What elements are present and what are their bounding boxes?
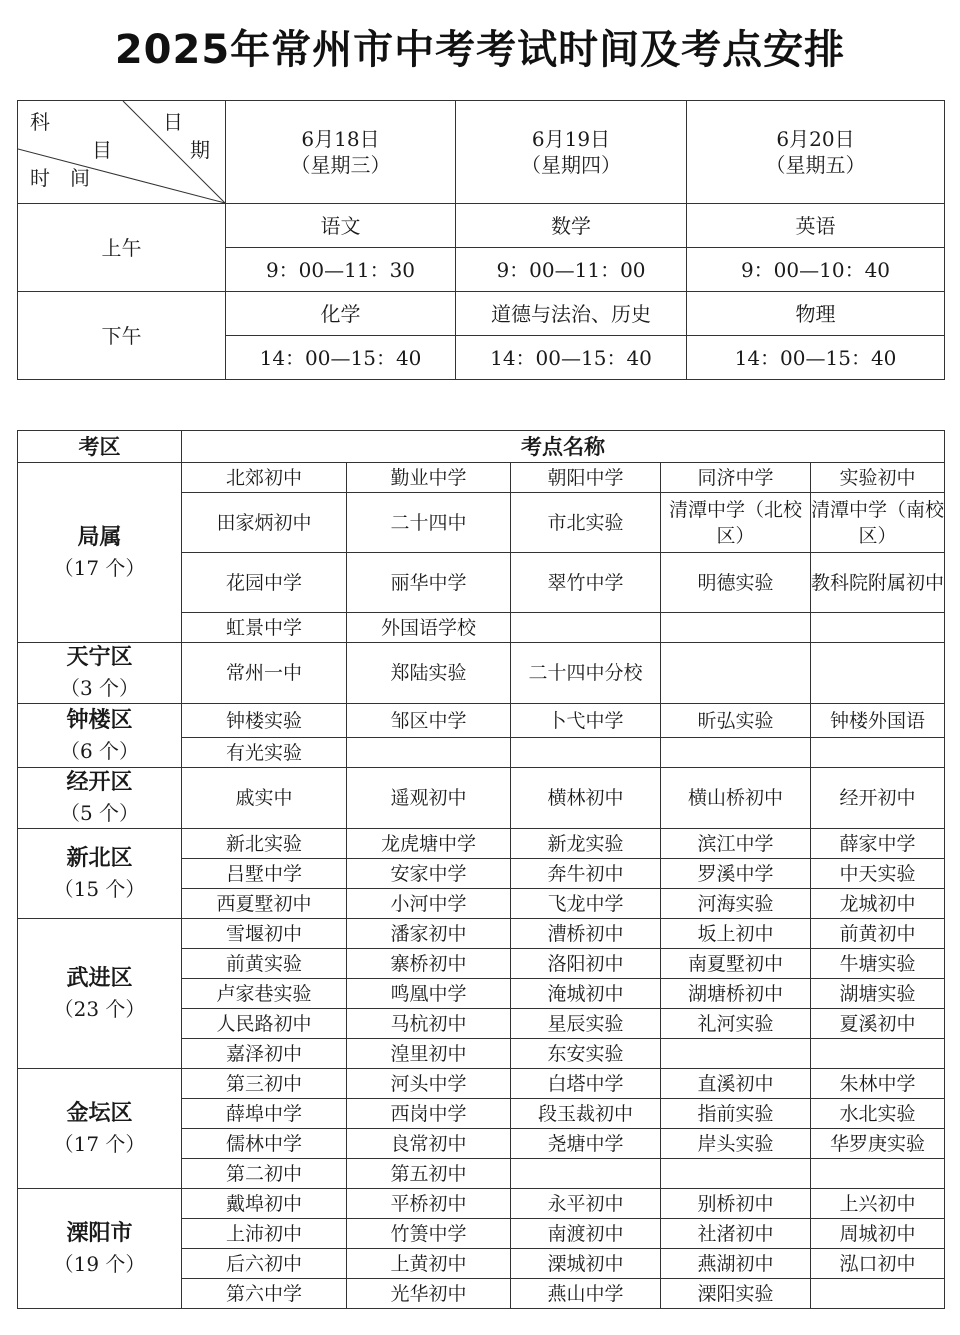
district-name: 经开区 [66,770,133,795]
site-cell: 横林初中 [511,768,661,829]
site-cell: 清潭中学（南校区） [811,493,945,553]
site-cell: 鸣凰中学 [347,979,511,1009]
site-cell: 薛埠中学 [182,1099,347,1129]
site-cell: 竹箦中学 [347,1219,511,1249]
site-cell: 星辰实验 [511,1009,661,1039]
site-cell: 雪堰初中 [182,919,347,949]
district-cell [18,704,182,768]
site-cell: 第六中学 [182,1279,347,1309]
site-cell: 周城初中 [811,1219,945,1249]
site-cell: 戴埠初中 [182,1189,347,1219]
site-cell: 平桥初中 [347,1189,511,1219]
time-cell: 14：00—15：40 [456,336,687,380]
district-cell [18,1189,182,1309]
site-cell: 郑陆实验 [347,643,511,704]
site-cell: 溧阳实验 [661,1279,811,1309]
district-count: （6 个） [59,738,140,763]
day-date: 6月18日 [301,127,380,151]
site-cell: 前黄实验 [182,949,347,979]
site-cell: 中天实验 [811,859,945,889]
site-cell: 田家炳初中 [182,493,347,553]
site-cell: 北郊初中 [182,463,347,493]
site-cell: 牛塘实验 [811,949,945,979]
corner-time: 时 间 [30,166,90,190]
site-row [18,768,945,829]
district-name: 钟楼区 [66,707,133,733]
site-row [18,463,945,493]
site-cell: 虹景中学 [182,613,347,643]
district-name: 局属 [77,524,122,550]
site-cell: 勤业中学 [347,463,511,493]
subject-cell: 道德与法治、历史 [456,292,687,336]
site-cell: 新龙实验 [511,829,661,859]
subject-cell: 语文 [226,204,456,248]
subject-cell: 数学 [456,204,687,248]
site-cell: 永平初中 [511,1189,661,1219]
district-count: （19 个） [53,1251,146,1276]
day-weekday: （星期四） [521,153,621,177]
site-cell: 段玉裁初中 [511,1099,661,1129]
site-cell: 潘家初中 [347,919,511,949]
site-cell [511,738,661,768]
day-date: 6月19日 [531,127,611,151]
site-cell: 滨江中学 [661,829,811,859]
site-cell: 河头中学 [347,1069,511,1099]
corner-subject-2: 目 [92,138,112,162]
time-cell: 14：00—15：40 [687,336,945,380]
site-cell: 明德实验 [661,553,811,613]
district-name: 金坛区 [66,1100,133,1126]
site-cell: 小河中学 [347,889,511,919]
day-weekday: （星期三） [290,153,391,177]
site-cell: 湖塘实验 [811,979,945,1009]
site-cell: 指前实验 [661,1099,811,1129]
time-cell: 14：00—15：40 [226,336,456,380]
site-cell: 薛家中学 [811,829,945,859]
site-cell: 朱林中学 [811,1069,945,1099]
site-cell: 上沛初中 [182,1219,347,1249]
morning-label: 上午 [18,204,226,292]
site-cell: 第三初中 [182,1069,347,1099]
site-cell: 河海实验 [661,889,811,919]
site-names-header: 考点名称 [182,431,945,463]
site-cell: 第二初中 [182,1159,347,1189]
site-row [18,829,945,859]
subject-cell: 化学 [226,292,456,336]
site-cell: 戚实中 [182,768,347,829]
district-name: 天宁区 [66,645,133,670]
site-cell [811,643,945,704]
site-cell: 遥观初中 [347,768,511,829]
site-row [18,919,945,949]
site-cell [811,613,945,643]
site-cell: 常州一中 [182,643,347,704]
site-cell: 昕弘实验 [661,704,811,738]
site-cell [511,1159,661,1189]
district-cell [18,768,182,829]
site-cell: 翠竹中学 [511,553,661,613]
day-header [456,101,687,204]
day-date: 6月20日 [776,127,855,151]
site-cell: 夏溪初中 [811,1009,945,1039]
site-cell [811,1279,945,1309]
subject-cell: 英语 [687,204,945,248]
district-name: 武进区 [66,965,133,991]
site-row [18,704,945,738]
district-cell [18,463,182,643]
site-cell: 马杭初中 [347,1009,511,1039]
site-cell: 吕墅中学 [182,859,347,889]
site-cell: 泓口初中 [811,1249,945,1279]
time-cell: 9：00—11：00 [456,248,687,292]
site-row [18,1189,945,1219]
time-cell: 9：00—11：30 [226,248,456,292]
site-cell: 水北实验 [811,1099,945,1129]
site-cell: 礼河实验 [661,1009,811,1039]
site-cell: 岸头实验 [661,1129,811,1159]
corner-date-1: 日 [163,110,183,134]
district-name: 新北区 [66,845,133,871]
site-cell: 溧城初中 [511,1249,661,1279]
district-count: （17 个） [53,1131,146,1156]
site-cell: 花园中学 [182,553,347,613]
site-cell: 湟里初中 [347,1039,511,1069]
site-cell: 安家中学 [347,859,511,889]
site-cell: 新北实验 [182,829,347,859]
district-count: （23 个） [53,996,146,1021]
site-cell: 卜弋中学 [511,704,661,738]
site-cell: 前黄初中 [811,919,945,949]
site-row [18,1069,945,1099]
site-cell: 飞龙中学 [511,889,661,919]
site-cell [661,643,811,704]
day-weekday: （星期五） [765,153,866,177]
site-cell: 丽华中学 [347,553,511,613]
district-cell [18,643,182,704]
district-cell [18,1069,182,1189]
corner-date-2: 期 [190,138,210,162]
district-cell [18,919,182,1069]
site-cell: 二十四中分校 [511,643,661,704]
page-title: 2025年常州市中考考试时间及考点安排 [114,27,846,73]
site-cell: 横山桥初中 [661,768,811,829]
district-name: 溧阳市 [66,1220,133,1246]
district-count: （5 个） [59,801,140,825]
district-count: （3 个） [59,676,140,700]
district-count: （15 个） [53,876,146,901]
site-cell: 钟楼实验 [182,704,347,738]
day-header [226,101,456,204]
site-cell: 燕山中学 [511,1279,661,1309]
day-header [687,101,945,204]
site-cell: 别桥初中 [661,1189,811,1219]
site-cell: 外国语学校 [347,613,511,643]
site-cell: 钟楼外国语 [811,704,945,738]
site-cell: 漕桥初中 [511,919,661,949]
site-cell [661,738,811,768]
exam-schedule-table [17,100,945,380]
site-row [18,643,945,704]
site-cell: 直溪初中 [661,1069,811,1099]
site-cell: 上兴初中 [811,1189,945,1219]
time-cell: 9：00—10：40 [687,248,945,292]
site-cell: 朝阳中学 [511,463,661,493]
site-cell [811,738,945,768]
site-cell [347,738,511,768]
site-cell: 燕湖初中 [661,1249,811,1279]
site-cell: 清潭中学（北校区） [661,493,811,553]
site-cell: 洛阳初中 [511,949,661,979]
site-cell: 白塔中学 [511,1069,661,1099]
district-cell [18,829,182,919]
site-cell: 二十四中 [347,493,511,553]
site-cell [661,613,811,643]
site-cell: 奔牛初中 [511,859,661,889]
site-cell: 南夏墅初中 [661,949,811,979]
site-cell: 尧塘中学 [511,1129,661,1159]
site-cell: 龙虎塘中学 [347,829,511,859]
site-cell: 第五初中 [347,1159,511,1189]
site-cell: 儒林中学 [182,1129,347,1159]
district-header: 考区 [18,431,182,463]
site-cell: 坂上初中 [661,919,811,949]
site-cell: 东安实验 [511,1039,661,1069]
site-cell [811,1159,945,1189]
site-cell: 嘉泽初中 [182,1039,347,1069]
site-cell [661,1159,811,1189]
site-cell: 光华初中 [347,1279,511,1309]
site-cell: 经开初中 [811,768,945,829]
site-cell: 人民路初中 [182,1009,347,1039]
site-cell: 湖塘桥初中 [661,979,811,1009]
district-count: （17 个） [53,555,146,580]
site-cell: 社渚初中 [661,1219,811,1249]
site-cell: 同济中学 [661,463,811,493]
site-cell: 卢家巷实验 [182,979,347,1009]
site-cell [811,1039,945,1069]
site-cell: 西岗中学 [347,1099,511,1129]
corner-subject-1: 科 [30,110,50,134]
site-cell: 后六初中 [182,1249,347,1279]
afternoon-label: 下午 [18,292,226,380]
site-cell: 有光实验 [182,738,347,768]
site-cell: 南渡初中 [511,1219,661,1249]
site-cell: 邹区中学 [347,704,511,738]
exam-sites-table [17,430,945,1309]
site-cell: 西夏墅初中 [182,889,347,919]
site-cell: 淹城初中 [511,979,661,1009]
site-cell: 罗溪中学 [661,859,811,889]
site-cell: 良常初中 [347,1129,511,1159]
site-cell: 龙城初中 [811,889,945,919]
site-cell: 上黄初中 [347,1249,511,1279]
site-cell [661,1039,811,1069]
subject-cell: 物理 [687,292,945,336]
site-cell: 华罗庚实验 [811,1129,945,1159]
site-cell: 实验初中 [811,463,945,493]
site-cell [511,613,661,643]
site-cell: 市北实验 [511,493,661,553]
site-cell: 寨桥初中 [347,949,511,979]
site-cell: 教科院附属初中 [811,553,945,613]
schedule-corner-cell [18,101,226,204]
